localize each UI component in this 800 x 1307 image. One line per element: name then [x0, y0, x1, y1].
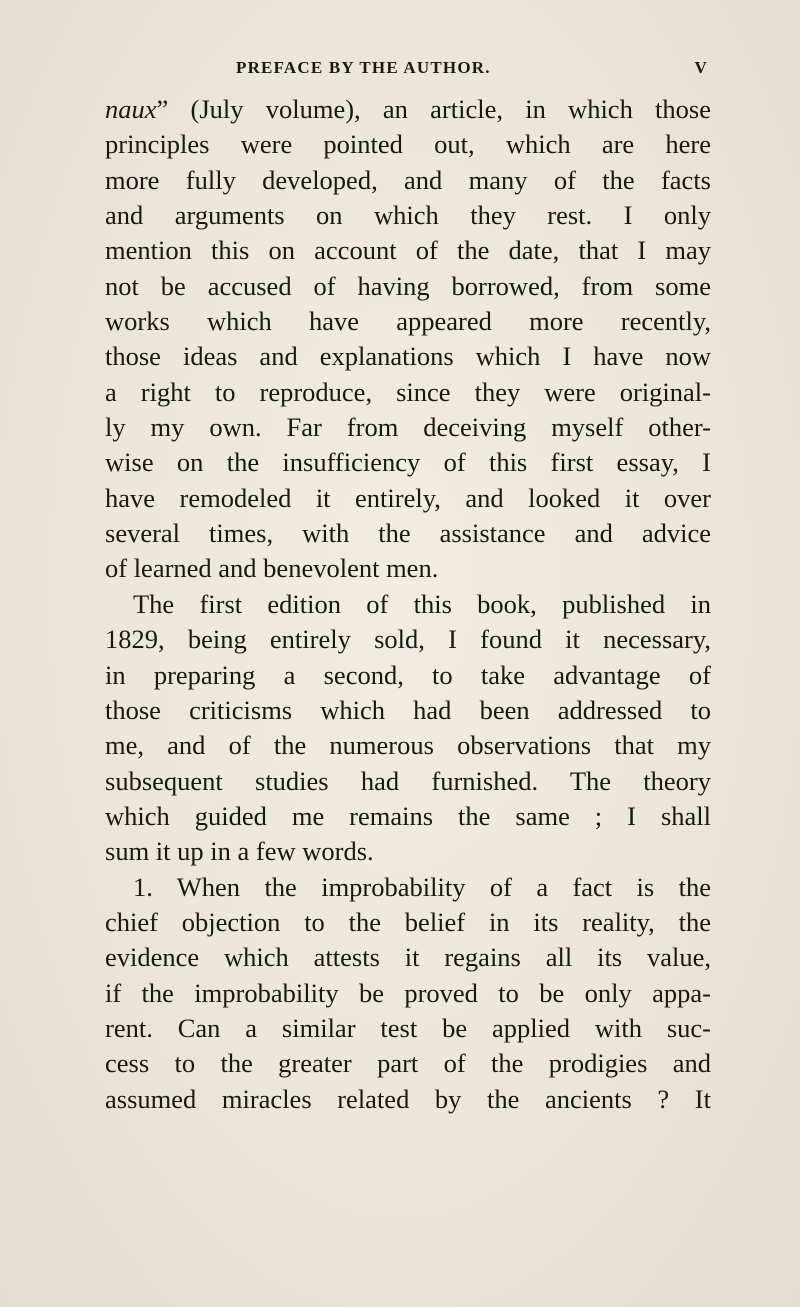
- text-line: sum it up in a few words.: [105, 836, 374, 867]
- text-line: several times, with the assistance and advice: [105, 518, 711, 549]
- text-line: which guided me remains the same ; I shall: [105, 800, 711, 831]
- text-line: cess to the greater part of the prodigies and: [105, 1048, 711, 1079]
- paragraph-first-line: The first edition of this book, published in: [133, 588, 711, 619]
- text-line: of learned and benevolent men.: [105, 553, 439, 584]
- text-line: evidence which attests it regains all its value,: [105, 942, 711, 973]
- text-line: wise on the insufficiency of this first essay, I: [105, 447, 711, 478]
- text-line: not be accused of having borrowed, from some: [105, 270, 711, 301]
- text-line: in preparing a second, to take advantage of: [105, 659, 711, 690]
- text-line: more fully developed, and many of the facts: [105, 164, 711, 195]
- running-head: [108, 58, 708, 82]
- line-text: ” (July volume), an article, in which those: [156, 94, 711, 124]
- running-head-title: PREFACE BY THE AUTHOR.: [236, 58, 491, 77]
- text-line: 1829, being entirely sold, I found it necessary,: [105, 624, 711, 655]
- text-line: have remodeled it entirely, and looked it over: [105, 482, 711, 513]
- text-line: me, and of the numerous observations that my: [105, 730, 711, 761]
- text-line: ly my own. Far from deceiving myself other-: [105, 412, 711, 443]
- text-line: principles were pointed out, which are here: [105, 129, 711, 160]
- text-line: works which have appeared more recently,: [105, 306, 711, 337]
- text-line: if the improbability be proved to be only appa-: [105, 977, 711, 1008]
- paragraph-first-line: 1. When the improbability of a fact is the: [133, 871, 711, 902]
- italic-word: naux: [105, 94, 157, 124]
- page-number: V: [694, 58, 708, 77]
- text-line: [105, 92, 711, 127]
- body-text: [105, 92, 711, 1117]
- text-line: mention this on account of the date, that I may: [105, 235, 711, 266]
- text-line: and arguments on which they rest. I only: [105, 200, 711, 231]
- text-line: assumed miracles related by the ancients ? It: [105, 1083, 711, 1114]
- text-line: rent. Can a similar test be applied with suc-: [105, 1012, 711, 1043]
- text-line: those criticisms which had been addressed to: [105, 694, 711, 725]
- text-line: those ideas and explanations which I have now: [105, 341, 711, 372]
- text-line: chief objection to the belief in its reality, the: [105, 906, 711, 937]
- text-line: subsequent studies had furnished. The theory: [105, 765, 711, 796]
- text-line: a right to reproduce, since they were original-: [105, 376, 711, 407]
